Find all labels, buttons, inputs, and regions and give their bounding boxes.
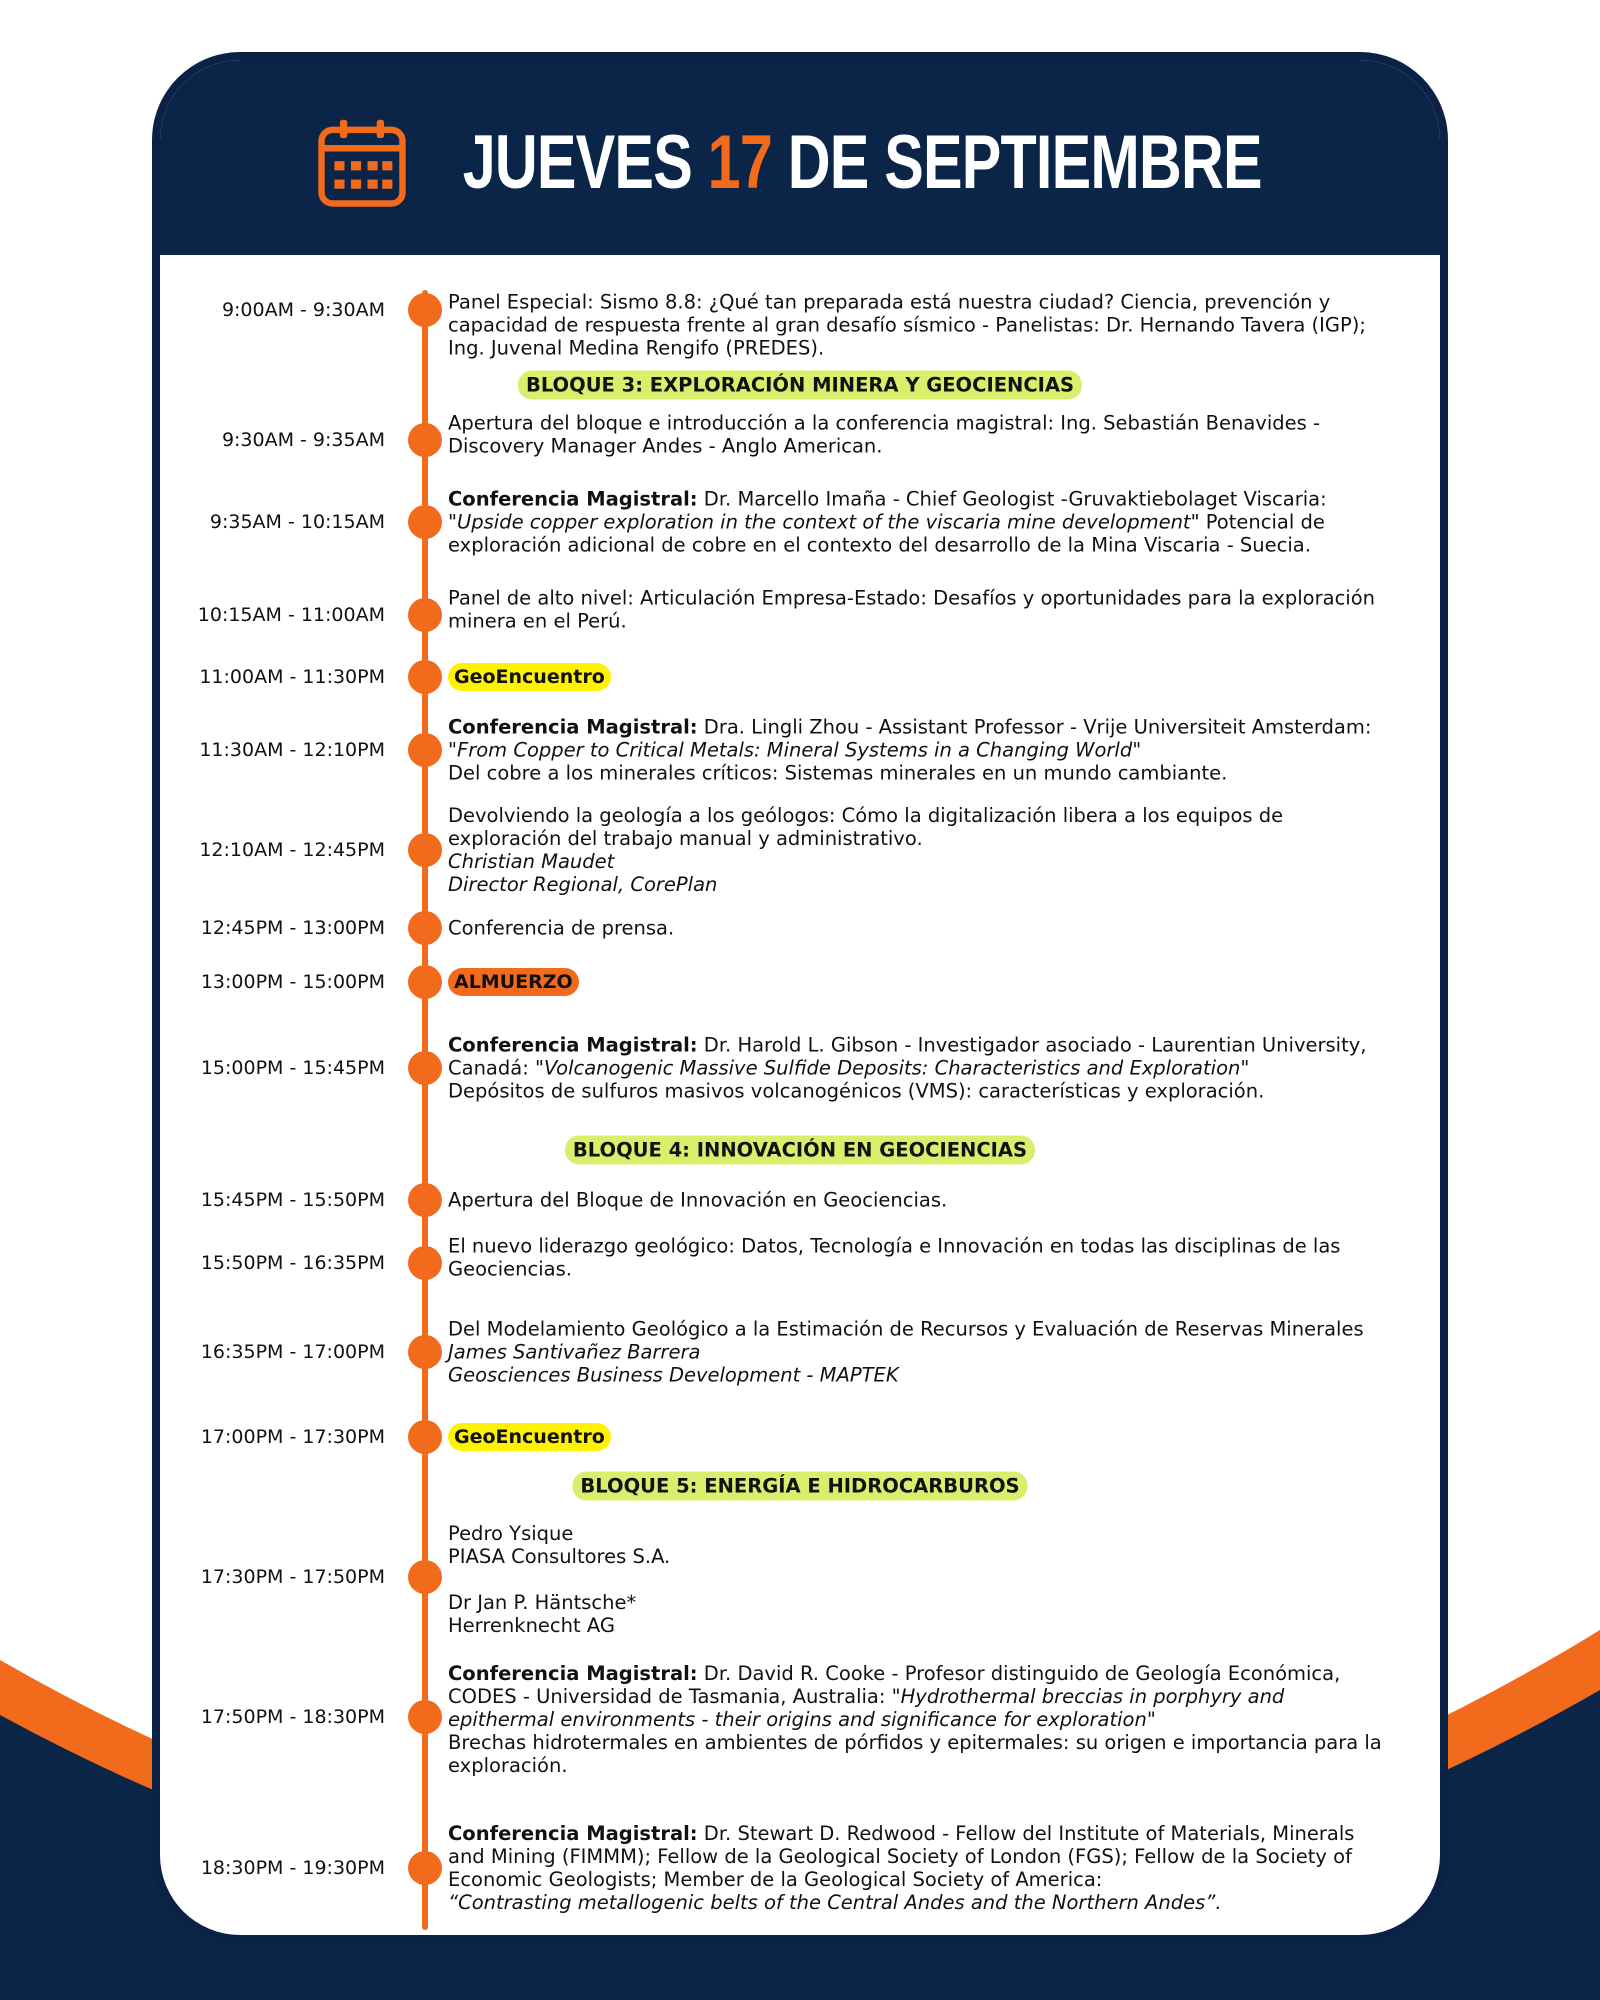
session-description: Conferencia Magistral: Dr. Marcello Imaña - Chief Geologist -Gruvaktiebolaget Viscaria: "Upside copper exploration in the context of the viscaria mine development" Potencial de exploración adicional de cobre en el contexto del desarrollo de la Mina Viscaria - Suecia. bbox=[448, 487, 1327, 557]
schedule-card bbox=[160, 60, 1440, 1935]
title-day: 17 bbox=[707, 120, 772, 205]
timeline-dot bbox=[408, 598, 442, 632]
time-slot: 16:35PM - 17:00PM bbox=[200, 1341, 385, 1363]
time-slot: 10:15AM - 11:00AM bbox=[197, 604, 385, 626]
timeline-dot bbox=[408, 423, 442, 457]
timeline-dot bbox=[408, 1051, 442, 1085]
lunch-badge: ALMUERZO bbox=[448, 968, 579, 996]
calendar-icon bbox=[316, 117, 408, 209]
session-description: Apertura del Bloque de Innovación en Geociencias. bbox=[448, 1188, 948, 1212]
session-description: Conferencia Magistral: Dr. Stewart D. Redwood - Fellow del Institute of Materials, Minerals and Mining (FIMMM); Fellow de la Geological Society of London (FGS); Fellow de la Society of Economic Geologists; Member de la Geological Society of America: “Contrasting metallogenic belts of the Central Andes and the Northern Andes”. bbox=[448, 1822, 1355, 1914]
session-description: Pedro Ysique PIASA Consultores S.A. Dr Jan P. Häntsche* Herrenknecht AG bbox=[448, 1521, 671, 1637]
time-slot: 11:30AM - 12:10PM bbox=[199, 739, 385, 761]
timeline-dot bbox=[408, 505, 442, 539]
block-4-header: BLOQUE 4: INNOVACIÓN EN GEOCIENCIAS bbox=[565, 1136, 1035, 1165]
time-slot: 15:00PM - 15:45PM bbox=[200, 1057, 385, 1079]
session-description bbox=[448, 1423, 1383, 1451]
time-slot: 17:30PM - 17:50PM bbox=[200, 1566, 385, 1588]
session-description: Conferencia Magistral: Dra. Lingli Zhou - Assistant Professor - Vrije Universiteit Amsterdam: "From Copper to Critical Metals: Mineral Systems in a Changing World" Del cobre a los minerales críticos: Sistemas minerales en un mundo cambiante. bbox=[448, 715, 1372, 785]
time-slot: 17:50PM - 18:30PM bbox=[200, 1706, 385, 1728]
time-slot: 13:00PM - 15:00PM bbox=[200, 971, 385, 993]
time-slot: 17:00PM - 17:30PM bbox=[200, 1426, 385, 1448]
session-description: Devolviendo la geología a los geólogos: Cómo la digitalización libera a los equipos de exploración del trabajo manual y administrativo. Christian Maudet Director Regional, CorePlan bbox=[448, 804, 1284, 896]
block-5-header: BLOQUE 5: ENERGÍA E HIDROCARBUROS bbox=[572, 1472, 1027, 1501]
time-slot: 15:45PM - 15:50PM bbox=[200, 1189, 385, 1211]
session-description: Apertura del bloque e introducción a la conferencia magistral: Ing. Sebastián Benavides - Discovery Manager Andes - Anglo American. bbox=[448, 411, 1321, 458]
time-slot: 11:00AM - 11:30PM bbox=[199, 666, 385, 688]
time-slot: 12:45PM - 13:00PM bbox=[200, 917, 385, 939]
title-weekday: JUEVES bbox=[462, 120, 692, 205]
time-slot: 15:50PM - 16:35PM bbox=[200, 1252, 385, 1274]
timeline-dot bbox=[408, 965, 442, 999]
timeline-dot bbox=[408, 1246, 442, 1280]
time-slot: 9:30AM - 9:35AM bbox=[221, 429, 385, 451]
session-description: Panel Especial: Sismo 8.8: ¿Qué tan preparada está nuestra ciudad? Ciencia, prevención y capacidad de respuesta frente al gran desafío sísmico - Panelistas: Dr. Hernando Tavera (IGP); Ing. Juvenal Medina Rengifo (PREDES). bbox=[448, 290, 1366, 360]
session-description: Panel de alto nivel: Articulación Empresa-Estado: Desafíos y oportunidades para la exploración minera en el Perú. bbox=[448, 586, 1375, 633]
geoencuentro-badge: GeoEncuentro bbox=[448, 663, 611, 691]
time-slot: 18:30PM - 19:30PM bbox=[200, 1857, 385, 1879]
geoencuentro-badge: GeoEncuentro bbox=[448, 1423, 611, 1451]
time-slot: 9:00AM - 9:30AM bbox=[221, 299, 385, 321]
session-description: Conferencia de prensa. bbox=[448, 916, 675, 940]
session-description: Conferencia Magistral: Dr. David R. Cooke - Profesor distinguido de Geología Económica, CODES - Universidad de Tasmania, Australia: "Hydrothermal breccias in porphyry and epithermal environments - their origins and significance for exploration" Brechas hidrotermales en ambientes de pórfidos y epitermales: su origen e importancia para la exploración. bbox=[448, 1661, 1382, 1777]
timeline-dot bbox=[408, 833, 442, 867]
title-month: DE SEPTIEMBRE bbox=[787, 120, 1262, 205]
timeline-dot bbox=[408, 660, 442, 694]
timeline-dot bbox=[408, 1700, 442, 1734]
time-slot: 9:35AM - 10:15AM bbox=[209, 511, 385, 533]
timeline-dot bbox=[408, 1183, 442, 1217]
session-description: El nuevo liderazgo geológico: Datos, Tecnología e Innovación en todas las disciplinas de las Geociencias. bbox=[448, 1234, 1341, 1281]
session-description: Del Modelamiento Geológico a la Estimación de Recursos y Evaluación de Reservas Minerales James Santivañez Barrera Geosciences Business Development - MAPTEK bbox=[448, 1317, 1364, 1387]
time-slot: 12:10AM - 12:45PM bbox=[199, 839, 385, 861]
page-title bbox=[462, 119, 1261, 206]
timeline-dot bbox=[408, 733, 442, 767]
session-description bbox=[448, 968, 1383, 996]
timeline-dot bbox=[408, 1560, 442, 1594]
session-description: Conferencia Magistral: Dr. Harold L. Gibson - Investigador asociado - Laurentian University, Canadá: "Volcanogenic Massive Sulfide Deposits: Characteristics and Exploration" Depósitos de sulfuros masivos volcanogénicos (VMS): características y exploración. bbox=[448, 1033, 1367, 1103]
timeline-dot bbox=[408, 1420, 442, 1454]
timeline-dot bbox=[408, 911, 442, 945]
timeline-dot bbox=[408, 1335, 442, 1369]
session-description bbox=[448, 663, 1383, 691]
timeline-dot bbox=[408, 1851, 442, 1885]
timeline-dot bbox=[408, 293, 442, 327]
header-bar bbox=[160, 60, 1440, 255]
block-3-header: BLOQUE 3: EXPLORACIÓN MINERA Y GEOCIENCIAS bbox=[518, 371, 1082, 400]
